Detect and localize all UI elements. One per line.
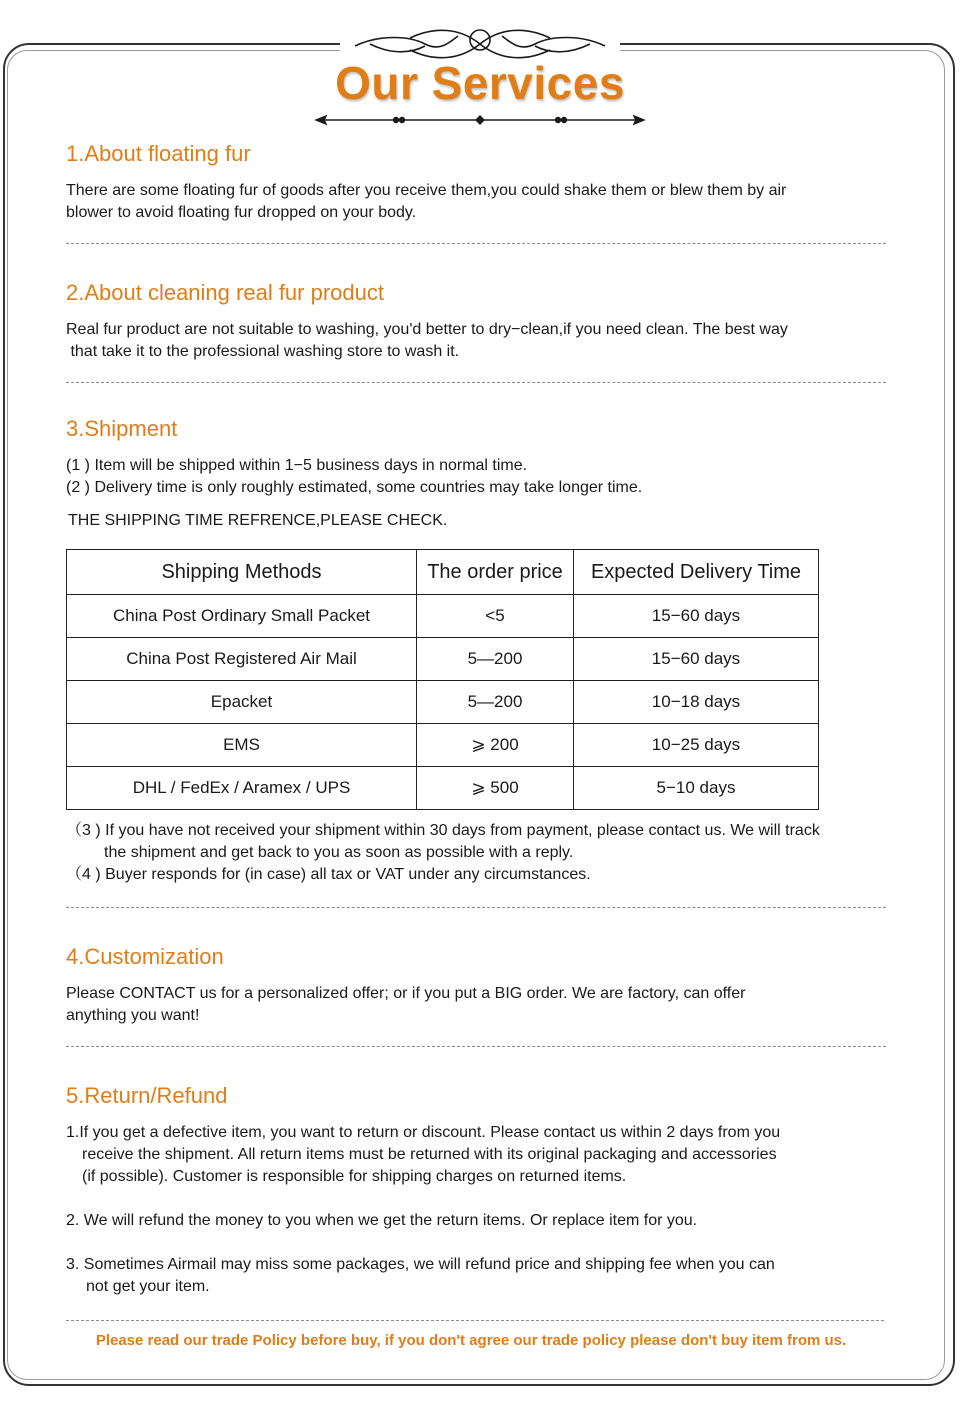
section-text-line: blower to avoid floating fur dropped on your body. bbox=[66, 204, 417, 221]
table-row bbox=[67, 638, 819, 681]
table-cell: 15−60 days bbox=[574, 595, 819, 638]
table-row bbox=[67, 767, 819, 810]
table-cell: China Post Registered Air Mail bbox=[67, 638, 417, 681]
section-heading-return-refund: 5.Return/Refund bbox=[66, 1083, 228, 1108]
table-cell: 5−10 days bbox=[574, 767, 819, 810]
section-text-line: （4 ) Buyer responds for (in case) all tax or VAT under any circumstances. bbox=[66, 866, 591, 883]
section-text-line: （3 ) If you have not received your shipment within 30 days from payment, please contact us. We will track bbox=[66, 822, 820, 839]
shipping-time-table bbox=[66, 549, 819, 810]
table-header-cell: Shipping Methods bbox=[67, 550, 417, 595]
section-text-line: (1 ) Item will be shipped within 1−5 business days in normal time. bbox=[66, 457, 528, 474]
section-text-line: that take it to the professional washing store to wash it. bbox=[66, 343, 460, 360]
section-text-line: not get your item. bbox=[86, 1278, 210, 1295]
table-caption: THE SHIPPING TIME REFRENCE,PLEASE CHECK. bbox=[68, 512, 448, 529]
table-row bbox=[67, 724, 819, 767]
section-text-line: the shipment and get back to you as soon as possible with a reply. bbox=[104, 844, 574, 861]
table-cell: 5—200 bbox=[417, 638, 574, 681]
section-text-line: 2. We will refund the money to you when we get the return items. Or replace item for you. bbox=[66, 1212, 698, 1229]
dashed-divider bbox=[66, 1320, 884, 1321]
table-cell: DHL / FedEx / Aramex / UPS bbox=[67, 767, 417, 810]
table-cell: 15−60 days bbox=[574, 638, 819, 681]
table-cell: ⩾ 200 bbox=[417, 724, 574, 767]
section-heading-shipment: 3.Shipment bbox=[66, 416, 178, 441]
section-text-line: (2 ) Delivery time is only roughly estimated, some countries may take longer time. bbox=[66, 479, 643, 496]
title-divider-ornament-icon bbox=[314, 112, 646, 128]
table-row bbox=[67, 595, 819, 638]
section-text-line: 1.If you get a defective item, you want to return or discount. Please contact us within 2 days from you bbox=[66, 1124, 781, 1141]
dashed-divider bbox=[66, 907, 886, 908]
section-text-line: 3. Sometimes Airmail may miss some packages, we will refund price and shipping fee when you can bbox=[66, 1256, 775, 1273]
table-header-row bbox=[67, 550, 819, 595]
section-text-line: Real fur product are not suitable to washing, you'd better to dry−clean,if you need clean. The best way bbox=[66, 321, 788, 338]
section-heading-customization: 4.Customization bbox=[66, 944, 224, 969]
table-cell: EMS bbox=[67, 724, 417, 767]
section-heading-cleaning: 2.About cleaning real fur product bbox=[66, 280, 384, 305]
section-text-line: Please CONTACT us for a personalized offer; or if you put a BIG order. We are factory, can offer bbox=[66, 985, 746, 1002]
table-cell: 5—200 bbox=[417, 681, 574, 724]
table-header-cell: The order price bbox=[417, 550, 574, 595]
page-title: Our Services bbox=[335, 57, 625, 109]
table-cell: <5 bbox=[417, 595, 574, 638]
section-text-line: (if possible). Customer is responsible for shipping charges on returned items. bbox=[82, 1168, 627, 1185]
table-cell: China Post Ordinary Small Packet bbox=[67, 595, 417, 638]
table-row bbox=[67, 681, 819, 724]
table-cell: Epacket bbox=[67, 681, 417, 724]
table-cell: ⩾ 500 bbox=[417, 767, 574, 810]
table-cell: 10−18 days bbox=[574, 681, 819, 724]
dashed-divider bbox=[66, 382, 886, 383]
dashed-divider bbox=[66, 243, 886, 244]
footer-policy-note: Please read our trade Policy before buy, if you don't agree our trade policy please don't buy item from us. bbox=[95, 1332, 847, 1349]
section-text-line: receive the shipment. All return items must be returned with its original packaging and accessories bbox=[82, 1146, 777, 1163]
section-text-line: anything you want! bbox=[66, 1007, 200, 1024]
table-header-cell: Expected Delivery Time bbox=[574, 550, 819, 595]
dashed-divider bbox=[66, 1046, 886, 1047]
section-heading-floating-fur: 1.About floating fur bbox=[66, 141, 251, 166]
table-cell: 10−25 days bbox=[574, 724, 819, 767]
section-text-line: There are some floating fur of goods after you receive them,you could shake them or blew them by air bbox=[66, 182, 787, 199]
